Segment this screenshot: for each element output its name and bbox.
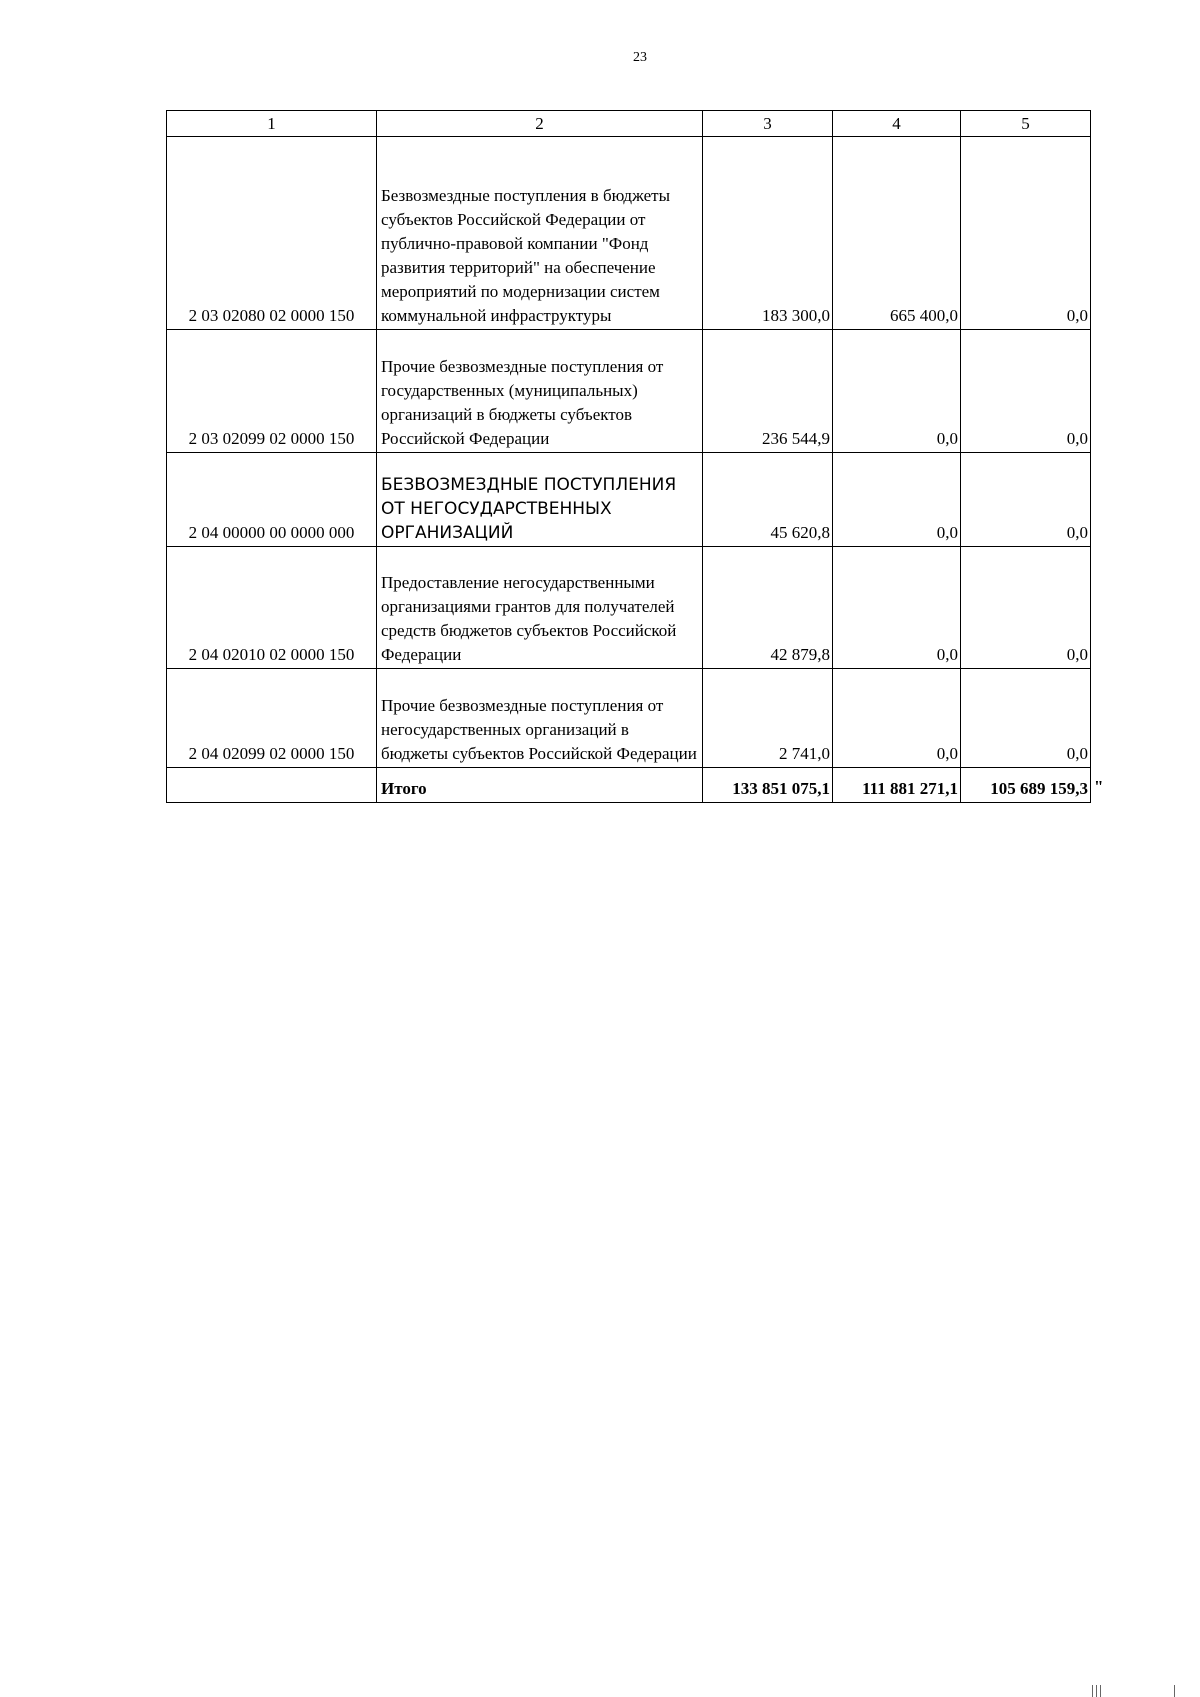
- row-value-col5: 0,0: [961, 547, 1091, 669]
- scan-artifact: [1096, 1685, 1097, 1697]
- header-cell-4: 4: [833, 111, 961, 137]
- page-number: 23: [633, 50, 647, 65]
- revenue-table: [166, 110, 1091, 803]
- header-cell-3: 3: [703, 111, 833, 137]
- row-code: 2 04 00000 00 0000 000: [167, 453, 377, 547]
- total-label: Итого: [377, 768, 703, 803]
- row-value-col4: 0,0: [833, 547, 961, 669]
- total-value-col4: 111 881 271,1: [833, 768, 961, 803]
- scan-artifact: [1092, 1685, 1093, 1697]
- scan-artifact: [1100, 1685, 1101, 1697]
- table-header-row: [167, 111, 1091, 137]
- table-row: [167, 547, 1091, 669]
- row-name: Предоставление негосударственными организациями грантов для получателей средств бюджетов субъектов Российской Федерации: [377, 547, 703, 669]
- row-value-col3: 183 300,0: [703, 137, 833, 330]
- table-row: [167, 330, 1091, 453]
- table-row: [167, 669, 1091, 768]
- row-name: Прочие безвозмездные поступления от негосударственных организаций в бюджеты субъектов Российской Федерации: [377, 669, 703, 768]
- row-value-col4: 0,0: [833, 453, 961, 547]
- total-value-col3: 133 851 075,1: [703, 768, 833, 803]
- row-value-col5: 0,0: [961, 453, 1091, 547]
- row-value-col3: 236 544,9: [703, 330, 833, 453]
- header-cell-5: 5: [961, 111, 1091, 137]
- row-code: 2 03 02099 02 0000 150: [167, 330, 377, 453]
- total-row: [167, 768, 1091, 803]
- table-row: [167, 453, 1091, 547]
- row-code: 2 03 02080 02 0000 150: [167, 137, 377, 330]
- header-cell-2: 2: [377, 111, 703, 137]
- row-name: БЕЗВОЗМЕЗДНЫЕ ПОСТУПЛЕНИЯ ОТ НЕГОСУДАРСТВЕННЫХ ОРГАНИЗАЦИЙ: [377, 453, 703, 547]
- total-code: [167, 768, 377, 803]
- scan-artifact: [1174, 1685, 1175, 1697]
- row-value-col3: 2 741,0: [703, 669, 833, 768]
- row-code: 2 04 02010 02 0000 150: [167, 547, 377, 669]
- row-code: 2 04 02099 02 0000 150: [167, 669, 377, 768]
- row-value-col4: 0,0: [833, 669, 961, 768]
- total-value-col5: 105 689 159,3: [961, 768, 1091, 803]
- row-value-col4: 665 400,0: [833, 137, 961, 330]
- row-name: Безвозмездные поступления в бюджеты субъектов Российской Федерации от публично-правовой компании "Фонд развития территорий" на обеспечение мероприятий по модернизации систем коммунальной инфраструктуры: [377, 137, 703, 330]
- row-value-col3: 42 879,8: [703, 547, 833, 669]
- table-row: [167, 137, 1091, 330]
- row-value-col3: 45 620,8: [703, 453, 833, 547]
- row-value-col5: 0,0: [961, 137, 1091, 330]
- header-cell-1: 1: [167, 111, 377, 137]
- row-value-col5: 0,0: [961, 330, 1091, 453]
- row-name: Прочие безвозмездные поступления от государственных (муниципальных) организаций в бюджеты субъектов Российской Федерации: [377, 330, 703, 453]
- row-value-col4: 0,0: [833, 330, 961, 453]
- row-value-col5: 0,0: [961, 669, 1091, 768]
- closing-quote-mark: ": [1094, 777, 1104, 796]
